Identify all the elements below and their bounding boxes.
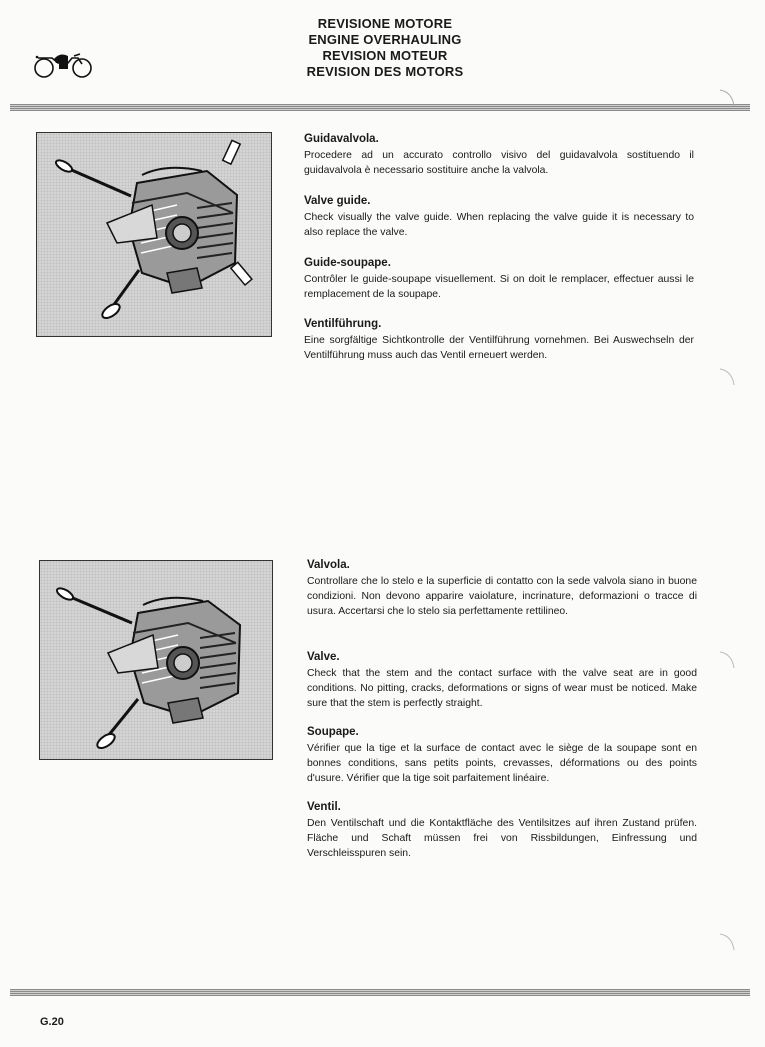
figure-valve xyxy=(39,560,273,760)
figure-valve-guide xyxy=(36,132,272,337)
section-body: Vérifier que la tige et la surface de contact avec le siège de la soupape sont en bonnes conditions, sans petits points, crevasses, déformations ou des points d'usure. Vérifier que la tige soit parfaitement linéaire. xyxy=(307,743,697,784)
section-body: Controllare che lo stelo e la superficie di contatto con la sede valvola siano in buone condizioni. Non devono apparire vaiolature, incrinature, deformazioni o tracce di usura. Accertarsi che lo stelo sia perfettamente rettilineo. xyxy=(307,576,697,617)
title-line-de: REVISION DES MOTORS xyxy=(306,64,464,79)
text-block-guidavalvola xyxy=(304,132,694,178)
section-heading: Ventil. xyxy=(307,801,341,813)
text-block-valvola xyxy=(307,558,697,619)
text-block-guide-soupape xyxy=(304,256,694,302)
scan-artifact-mark xyxy=(718,86,738,110)
page-number: G.20 xyxy=(40,1016,64,1028)
title-line-it: REVISIONE MOTORE xyxy=(317,16,453,31)
scan-artifact-mark xyxy=(718,365,738,389)
page-title xyxy=(250,16,520,80)
section-heading: Valve guide. xyxy=(304,195,371,207)
footer-divider xyxy=(10,989,750,996)
section-body: Check that the stem and the contact surface with the valve seat are in good conditions. No pitting, cracks, deformations or signs of wear must be noticed. Make sure that the stem is perfectly straight. xyxy=(307,668,697,709)
cylinder-head-illustration-icon xyxy=(37,133,271,336)
title-line-fr: REVISION MOTEUR xyxy=(322,48,448,63)
scan-artifact-mark xyxy=(718,648,738,672)
section-body: Den Ventilschaft und die Kontaktfläche des Ventilsitzes auf ihren Zustand prüfen. Fläche und Schaft müssen frei von Rissbildungen, Einfressung und Verschleisspuren sein. xyxy=(307,818,697,859)
section-heading: Guide-soupape. xyxy=(304,257,391,269)
text-block-soupape xyxy=(307,725,697,786)
cylinder-head-illustration-icon xyxy=(40,561,272,759)
text-block-valve xyxy=(307,650,697,711)
section-body: Contrôler le guide-soupape visuellement. Si on doit le remplacer, effectuer aussi le remplacement de la soupape. xyxy=(304,274,694,300)
text-block-valve-guide xyxy=(304,194,694,240)
section-heading: Ventilführung. xyxy=(304,318,382,330)
scan-artifact-mark xyxy=(718,930,738,954)
section-heading: Valvola. xyxy=(307,559,350,571)
section-heading: Valve. xyxy=(307,651,340,663)
header-divider xyxy=(10,104,750,111)
section-body: Eine sorgfältige Sichtkontrolle der Ventilführung vornehmen. Bei Auswechseln der Ventilführung muss auch das Ventil erneuert werden. xyxy=(304,335,694,361)
motorcycle-icon xyxy=(32,46,96,82)
section-body: Procedere ad un accurato controllo visivo del guidavalvola sostituendo il guidavalvola è necessario sostituire anche la valvola. xyxy=(304,150,694,176)
title-line-en: ENGINE OVERHAULING xyxy=(308,32,462,47)
text-block-ventilfuhrung xyxy=(304,317,694,363)
section-heading: Guidavalvola. xyxy=(304,133,379,145)
text-block-ventil xyxy=(307,800,697,861)
section-body: Check visually the valve guide. When replacing the valve guide it is necessary to also replace the valve. xyxy=(304,212,694,238)
section-heading: Soupape. xyxy=(307,726,359,738)
